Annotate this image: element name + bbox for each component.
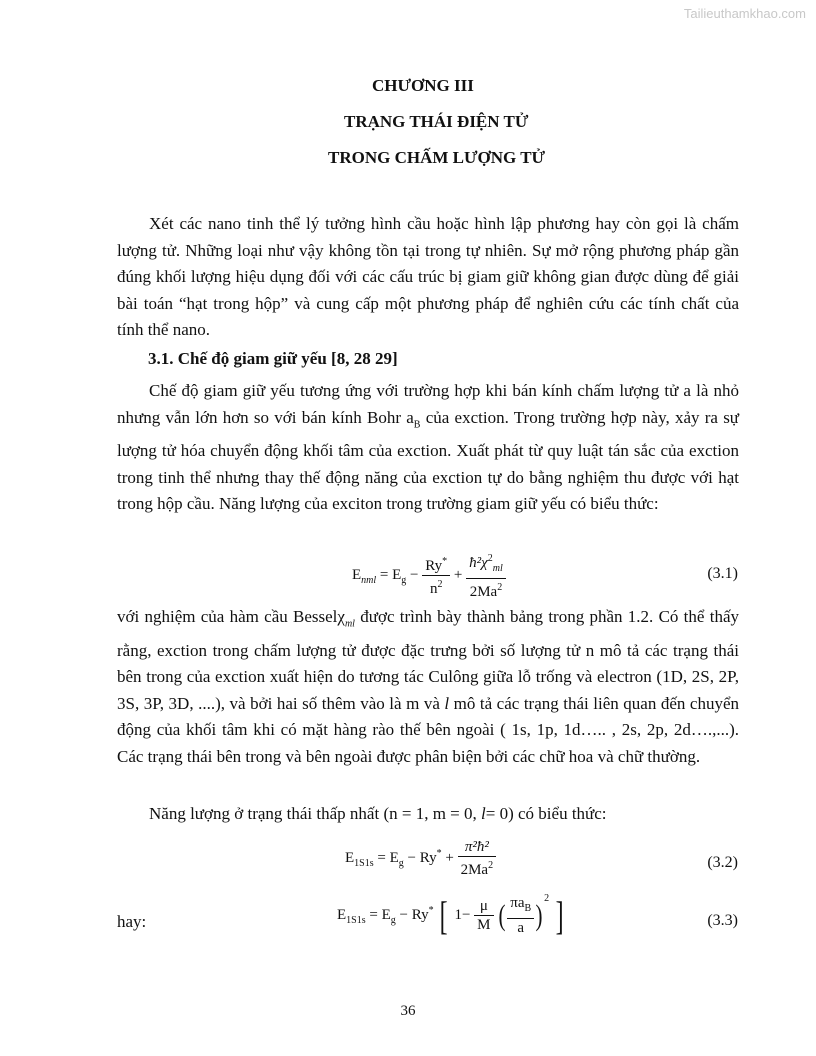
chapter-title-line1: TRẠNG THÁI ĐIỆN TỬ xyxy=(344,112,529,131)
paragraph-text: Chế độ giam giữ yếu tương ứng với trường hợp khi bán kính chấm lượng tử a là nhỏ nhưng vẫn lớn hơn so với bán kính Bohr xyxy=(117,381,739,427)
equation-number-3-1: (3.1) xyxy=(707,565,738,582)
equation-3-3-label: hay: xyxy=(117,912,147,931)
page-number: 36 xyxy=(400,1003,416,1019)
equation-3-3: $E_{1S1s} = E_g - Ry^*$ [ 1− $\frac{\mu}{M}$ ( $\frac{\pi a_B}{a}$ )$^2$ ] xyxy=(337,892,564,938)
paragraph-ground-state: Năng lượng ở trạng thái thấp nhất (n = 1, m = 0, l= 0) có biểu thức: xyxy=(149,804,607,823)
paragraph-text: của exction. Trong trường hợp này, xảy ra sự lượng tử hóa chuyển động khối tâm của exction. Xuất phát từ quy luật tán sắc của exction trong tinh thể nhưng thay thế động năng của exction tự do bằng nghiệm thu được với hạt trong hộp cầu. Năng lượng của exciton trong trường giam giữ yếu có biểu thức: xyxy=(117,407,740,514)
equation-number-3-2: (3.2) xyxy=(707,854,738,871)
paragraph-intro: Xét các nano tinh thể lý tưởng hình cầu hoặc hình lập phương hay còn gọi là chấm lượng tử. Những loại như vậy không tồn tại trong tự nhiên. Sự mở rộng phương pháp gần đúng khối lượng hiệu dụng đối với các cấu trúc bị giam giữ không gian được dùng để giải bài toán “hạt trong hộp” và cung cấp một phương pháp để nghiên cứu các tính chất của tính thể nano. xyxy=(117,214,739,339)
section-heading: 3.1. Chế độ giam giữ yếu [8, 28 29] xyxy=(148,349,398,368)
watermark: Tailieuthamkhao.com xyxy=(683,6,806,21)
equation-3-1: $E_{nml} = E_g$ − $\frac{Ry^*}{n^2}$ + $\frac{ħ^2\chi^2_{ml}}{2Ma^2}$ xyxy=(352,550,506,601)
paragraph-weak-confinement xyxy=(117,378,739,518)
chi-symbol: $\chi_{ml}$ xyxy=(337,607,355,630)
paragraph-bessel: với nghiệm của hàm cầu Besselχ$_{ml}$ được trình bày thành bảng trong phần 1.2. Có thể thấy rằng, exction trong chấm lượng tử được đặc trưng bởi số lượng tử n mô tả các trạng thái bên trong của exction xuất hiện do tương tác Culông giữa lỗ trống và electron (1D, 2S, 2P, 3S, 3P, 3D, ....), và bởi hai số thêm vào là m và l mô tả các trạng thái liên quan đến chuyển động của khối tâm khi có mặt hàng rào thế bên ngoài ( 1s, 1p, 1d….. , 2s, 2p, 2d….,...). Các trạng thái bên trong và bên ngoài được phân biện bởi các chữ hoa và chữ thường. xyxy=(117,607,739,766)
chapter-number: CHƯƠNG III xyxy=(372,76,474,95)
equation-3-2: $E_{1S1s} = E_g - Ry^*$ + $\frac{\text{π²ħ²}}{2Ma^2}$ xyxy=(345,838,496,879)
bohr-radius-symbol: $a_B$ xyxy=(406,407,421,430)
equation-number-3-3: (3.3) xyxy=(707,912,738,929)
chapter-title-line2: TRONG CHẤM LƯỢNG TỬ xyxy=(328,148,546,167)
